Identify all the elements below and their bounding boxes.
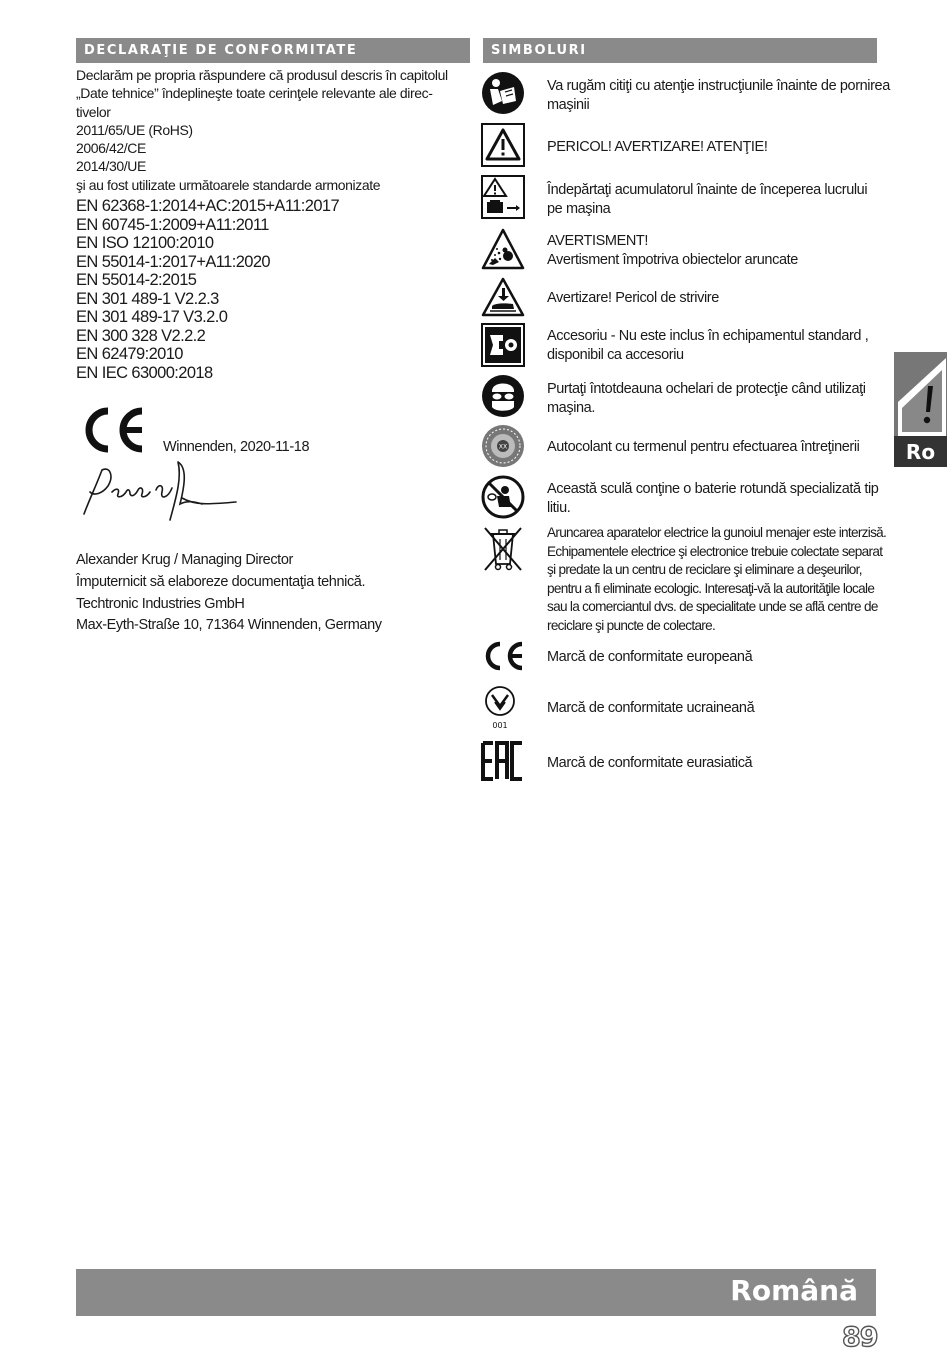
remove-battery-icon	[481, 175, 525, 219]
symbol-line: litiu.	[547, 499, 571, 516]
signatory: Alexander Krug / Managing Director	[76, 552, 293, 568]
signatory-block	[76, 550, 382, 637]
symbol-description	[547, 380, 892, 417]
caution-triangle-icon	[894, 352, 947, 436]
symbol-description	[547, 480, 892, 517]
symbol-line: Marcă de conformitate europeană	[547, 649, 753, 665]
directive-rohs: 2011/65/UE (RoHS)	[76, 121, 193, 138]
standard-item: EN 300 328 V2.2.2	[76, 326, 206, 345]
symbol-line: PERICOL! AVERTIZARE! ATENŢIE!	[547, 139, 768, 155]
directive-emc: 2014/30/UE	[76, 158, 146, 175]
symbol-line: maşina.	[547, 399, 595, 416]
coin-battery-icon	[481, 475, 525, 519]
symbol-description	[547, 699, 892, 718]
symbol-line: Această sculă conţine o baterie rotundă specializată tip	[547, 481, 879, 497]
symbol-description	[547, 754, 892, 773]
symbol-line: disponibil ca accesoriu	[547, 346, 684, 363]
company-name: Techtronic Industries GmbH	[76, 595, 245, 612]
accessory-icon	[481, 323, 525, 367]
symbol-line: pentru a fi eliminate ecologic. Interesaţi-vă la autorităţile locale	[547, 580, 875, 596]
standard-item: EN 62479:2010	[76, 345, 183, 363]
maintenance-sticker-icon	[481, 424, 525, 468]
weee-bin-icon	[481, 524, 525, 572]
ce-mark-icon	[481, 636, 525, 676]
symbol-line: Avertizare! Pericol de strivire	[547, 290, 719, 306]
eye-protection-icon	[481, 374, 525, 418]
symbol-line: reciclare şi puncte de colectare.	[547, 617, 716, 633]
place-date: Winnenden, 2020-11-18	[163, 439, 310, 455]
footer-language: Română	[730, 1274, 858, 1307]
standard-item: EN ISO 12100:2010	[76, 234, 214, 252]
symbol-line: Purtaţi întotdeauna ochelari de protecţie când utilizaţi	[547, 381, 866, 397]
symbol-description	[547, 138, 892, 157]
symbol-line: Echipamentele electrice şi electronice trebuie colectate separat	[547, 543, 883, 559]
symbol-description	[547, 289, 892, 308]
ce-logo-icon	[80, 405, 146, 455]
standard-item: EN 301 489-1 V2.2.3	[76, 289, 219, 308]
symbol-line: Aruncarea aparatelor electrice la gunoiul menajer este interzisă.	[547, 525, 887, 540]
symbol-line: Avertisment împotriva obiectelor aruncate	[547, 251, 798, 268]
symbol-line: AVERTISMENT!	[547, 233, 649, 249]
read-manual-icon	[481, 71, 525, 115]
standard-item: EN IEC 63000:2018	[76, 363, 213, 382]
authorized-note: Împuternicit să elaboreze documentaţia tehnică.	[76, 573, 366, 590]
footer-language-bar	[76, 1269, 876, 1316]
language-side-tab	[894, 352, 947, 467]
flying-objects-icon	[481, 228, 525, 272]
page-number: 89	[842, 1322, 878, 1353]
symbol-description	[547, 438, 892, 457]
standard-item: EN 55014-2:2015	[76, 271, 197, 289]
standard-item: EN 301 489-17 V3.2.0	[76, 308, 228, 326]
declaration-intro	[76, 66, 448, 194]
symbol-description	[547, 232, 892, 269]
standard-item: EN 60745-1:2009+A11:2011	[76, 215, 269, 234]
symbol-description	[547, 327, 892, 364]
symbol-line: Marcă de conformitate ucraineană	[547, 700, 755, 716]
symbol-description	[547, 648, 892, 667]
symbol-line: Autocolant cu termenul pentru efectuarea întreţinerii	[547, 439, 860, 455]
symbol-line: pe maşina	[547, 200, 611, 217]
symbol-description	[547, 77, 892, 114]
standards-list	[76, 197, 339, 382]
svg-text:XX: XX	[498, 443, 508, 451]
side-tab-language: Ro	[905, 440, 936, 464]
warning-icon	[481, 123, 525, 167]
company-address: Max-Eyth-Straße 10, 71364 Winnenden, Germany	[76, 617, 382, 634]
directive-machinery: 2006/42/CE	[76, 140, 146, 157]
symbol-description	[547, 181, 892, 218]
ukraine-mark-icon	[481, 684, 525, 732]
standard-item: EN 55014-1:2017+A11:2020	[76, 252, 271, 271]
intro-line: „Date tehnice” îndeplineşte toate cerinţele relevante ale direc-	[76, 85, 433, 102]
symbol-description	[547, 524, 892, 636]
intro-line: şi au fost utilizate următoarele standarde armonizate	[76, 176, 381, 193]
symbol-line: Va rugăm citiţi cu atenţie instrucţiunile înainte de pornirea	[547, 78, 890, 94]
symbol-line: Accesoriu - Nu este inclus în echipamentul standard ,	[547, 328, 869, 344]
intro-line: Declarăm pe propria răspundere că produsul descris în capitolul	[76, 67, 448, 83]
standard-item: EN 62368-1:2014+AC:2015+A11:2017	[76, 197, 340, 215]
signature-icon	[78, 458, 243, 528]
symbols-header: SIMBOLURI	[483, 38, 877, 63]
crush-hazard-icon	[481, 276, 525, 320]
eac-mark-icon	[481, 741, 525, 781]
declaration-header: DECLARAŢIE DE CONFORMITATE	[76, 38, 470, 63]
symbol-line: sau la comerciantul dvs. de specialitate unde se află centre de	[547, 599, 878, 615]
svg-text:001: 001	[492, 721, 508, 730]
intro-line: tivelor	[76, 103, 111, 120]
symbol-line: şi predate la un centru de reciclare şi eliminare a deşeurilor,	[547, 562, 862, 578]
symbol-line: maşinii	[547, 96, 590, 113]
symbol-line: Marcă de conformitate eurasiatică	[547, 755, 753, 771]
symbol-line: Îndepărtaţi acumulatorul înainte de începerea lucrului	[547, 182, 868, 198]
